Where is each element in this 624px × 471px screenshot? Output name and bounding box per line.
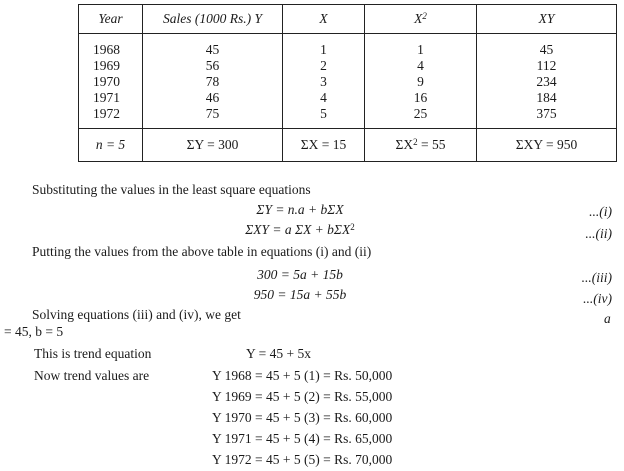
x-squared-cell: 9 bbox=[417, 74, 424, 89]
equation-2-text: ΣXY = a ΣX + bΣX bbox=[245, 222, 351, 237]
year-cell: 1969 bbox=[93, 58, 120, 73]
xy-cell: 375 bbox=[536, 106, 557, 121]
trend-value-1972: Y 1972 = 45 + 5 (5) = Rs. 70,000 bbox=[212, 452, 393, 467]
xy-cell: 184 bbox=[536, 90, 557, 105]
header-year: Year bbox=[79, 5, 143, 34]
x-cell: 4 bbox=[320, 90, 327, 105]
x-squared-cell: 1 bbox=[417, 42, 424, 57]
solving-a bbox=[604, 311, 611, 327]
equation-4 bbox=[180, 287, 420, 303]
table-sum-row bbox=[79, 129, 617, 162]
sum-x: ΣX = 15 bbox=[283, 129, 365, 162]
table-body-row bbox=[79, 34, 617, 129]
equation-1-tag bbox=[540, 204, 612, 220]
trend-value-1971: Y 1971 = 45 + 5 (4) = Rs. 65,000 bbox=[212, 431, 393, 446]
equation-3-text: 300 = 5a + 15b bbox=[257, 267, 343, 282]
solving-a-text: a bbox=[604, 311, 611, 326]
xy-cell: 45 bbox=[539, 42, 554, 57]
data-table bbox=[78, 4, 617, 162]
trend-value-1969: Y 1969 = 45 + 5 (2) = Rs. 55,000 bbox=[212, 389, 393, 404]
x-squared-column bbox=[365, 34, 477, 129]
sales-cell: 56 bbox=[205, 58, 220, 73]
header-xy: XY bbox=[477, 5, 617, 34]
trend-equation: Y = 45 + 5x bbox=[246, 346, 311, 361]
header-x-squared-sup: 2 bbox=[422, 11, 427, 21]
equation-4-text: 950 = 15a + 55b bbox=[253, 287, 347, 302]
substituting-text: Substituting the values in the least square equations bbox=[32, 182, 311, 197]
sum-y: ΣY = 300 bbox=[143, 129, 283, 162]
header-x-squared-base: X bbox=[414, 11, 423, 26]
x-column bbox=[283, 34, 365, 129]
sum-n bbox=[79, 129, 143, 162]
trend-value-1970: Y 1970 = 45 + 5 (3) = Rs. 60,000 bbox=[212, 410, 393, 425]
year-column bbox=[79, 34, 143, 129]
sum-x-squared-sup: 2 bbox=[413, 137, 418, 147]
solving-text: Solving equations (iii) and (iv), we get bbox=[32, 307, 241, 322]
x-cell: 3 bbox=[320, 74, 327, 89]
sum-x-squared bbox=[365, 129, 477, 162]
x-cell: 5 bbox=[320, 106, 327, 121]
equation-3 bbox=[180, 267, 420, 283]
equation-1-text: ΣY = n.a + bΣX bbox=[256, 202, 344, 217]
xy-cell: 112 bbox=[536, 58, 557, 73]
putting-text: Putting the values from the above table in equations (i) and (ii) bbox=[32, 244, 372, 259]
equation-2-tag-text: ...(ii) bbox=[585, 226, 612, 241]
sum-x-squared-value: = 55 bbox=[417, 137, 446, 152]
sales-cell: 46 bbox=[205, 90, 220, 105]
x-squared-cell: 4 bbox=[417, 58, 424, 73]
x-squared-cell: 25 bbox=[413, 106, 428, 121]
x-cell: 1 bbox=[320, 42, 327, 57]
year-cell: 1970 bbox=[93, 74, 120, 89]
equation-2-sup: 2 bbox=[350, 222, 355, 232]
trend-label: This is trend equation bbox=[34, 346, 152, 361]
equation-4-tag-text: ...(iv) bbox=[583, 291, 612, 306]
year-cell: 1971 bbox=[93, 90, 120, 105]
equation-3-tag-text: ...(iii) bbox=[581, 270, 612, 285]
equation-2 bbox=[180, 222, 420, 238]
now-label: Now trend values are bbox=[34, 368, 150, 383]
result-text: = 45, b = 5 bbox=[4, 324, 64, 339]
trend-value-1968: Y 1968 = 45 + 5 (1) = Rs. 50,000 bbox=[212, 368, 393, 383]
sales-column bbox=[143, 34, 283, 129]
x-cell: 2 bbox=[320, 58, 327, 73]
sales-cell: 45 bbox=[205, 42, 220, 57]
sum-xy: ΣXY = 950 bbox=[477, 129, 617, 162]
year-cell: 1972 bbox=[93, 106, 120, 121]
header-sales: Sales (1000 Rs.) Y bbox=[143, 5, 283, 34]
sum-x-squared-base: ΣX bbox=[395, 137, 414, 152]
equation-1-tag-text: ...(i) bbox=[589, 204, 612, 219]
sales-cell: 75 bbox=[205, 106, 220, 121]
xy-column bbox=[477, 34, 617, 129]
year-cell: 1968 bbox=[93, 42, 120, 57]
equation-1 bbox=[180, 202, 420, 218]
header-x-squared bbox=[365, 5, 477, 34]
table-header-row bbox=[79, 5, 617, 34]
equation-3-tag bbox=[540, 270, 612, 286]
equation-2-tag bbox=[540, 226, 612, 242]
header-x: X bbox=[283, 5, 365, 34]
sales-cell: 78 bbox=[205, 74, 220, 89]
sum-n-text: n = 5 bbox=[95, 137, 126, 152]
xy-cell: 234 bbox=[536, 74, 557, 89]
equation-4-tag bbox=[540, 291, 612, 307]
x-squared-cell: 16 bbox=[413, 90, 428, 105]
